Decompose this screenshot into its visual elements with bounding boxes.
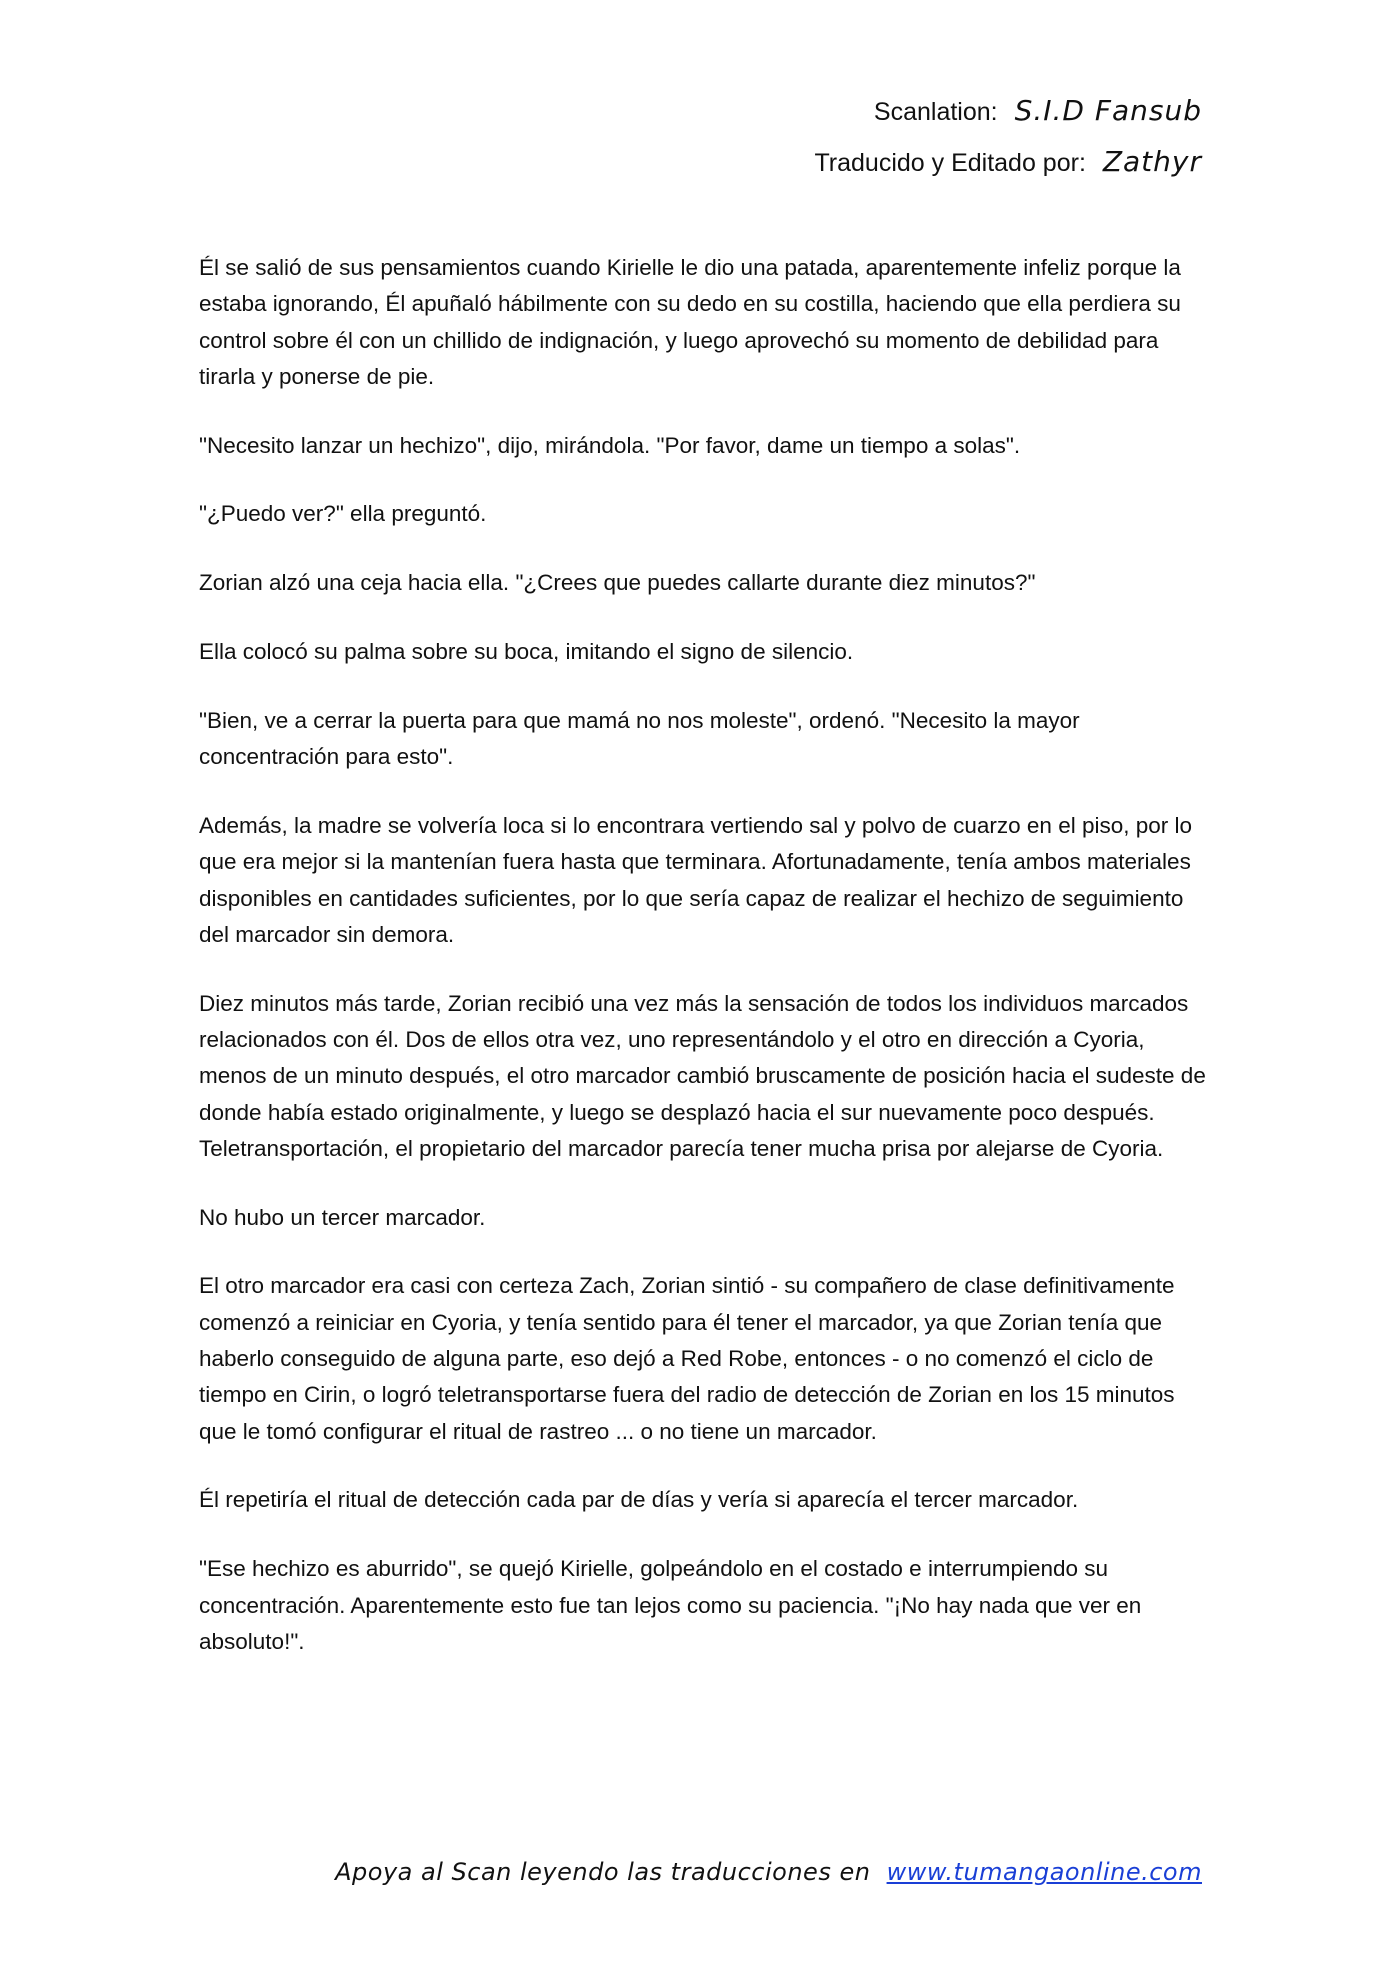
translator-name: Zathyr: [1102, 145, 1202, 178]
credits-header: [814, 86, 1202, 188]
website-link[interactable]: www.tumangaonline.com: [886, 1858, 1202, 1886]
paragraph: "Necesito lanzar un hechizo", dijo, mirándola. "Por favor, dame un tiempo a solas".: [199, 432, 1021, 458]
paragraph: El otro marcador era casi con certeza Zach, Zorian sintió - su compañero de clase definitivamente comenzó a reiniciar en Cyoria, y tenía sentido para él tener el marcador, ya que Zorian tenía que haberlo conseguido de alguna parte, eso dejó a Red Robe, entonces - o no comenzó el ciclo de tiempo en Cirin, o logró teletransportarse fuera del radio de detección de Zorian en los 15 minutos que le tomó configurar el ritual de rastreo ... o no tiene un marcador.: [199, 1273, 1175, 1444]
paragraph: Él se salió de sus pensamientos cuando Kirielle le dio una patada, aparentemente infeliz porque la estaba ignorando, Él apuñaló hábilmente con su dedo en su costilla, haciendo que ella perdiera su control sobre él con un chillido de indignación, y luego aprovechó su momento de debilidad para tirarla y ponerse de pie.: [199, 255, 1181, 389]
paragraph: Zorian alzó una ceja hacia ella. "¿Crees que puedes callarte durante diez minutos?": [199, 570, 1036, 596]
paragraph: Además, la madre se volvería loca si lo encontrara vertiendo sal y polvo de cuarzo en el piso, por lo que era mejor si la mantenían fuera hasta que terminara. Afortunadamente, tenía ambos materiales disponibles en cantidades suficientes, por lo que sería capaz de realizar el hechizo de seguimiento del marcador sin demora.: [199, 812, 1193, 947]
paragraph: "Ese hechizo es aburrido", se quejó Kirielle, golpeándolo en el costado e interrumpiendo su concentración. Aparentemente esto fue tan lejos como su paciencia. "¡No hay nada que ver en absoluto!".: [199, 1556, 1142, 1654]
scanlation-credit: [814, 86, 1202, 137]
scanlation-label: Scanlation:: [873, 98, 998, 126]
paragraph: Ella colocó su palma sobre su boca, imitando el signo de silencio.: [199, 639, 854, 665]
support-text: Apoya al Scan leyendo las traducciones en: [335, 1858, 871, 1886]
paragraph: No hubo un tercer marcador.: [199, 1204, 486, 1230]
document-body: [199, 250, 1209, 1693]
paragraph: Él repetiría el ritual de detección cada par de días y vería si aparecía el tercer marcador.: [199, 1487, 1079, 1513]
paragraph: "¿Puedo ver?" ella preguntó.: [199, 501, 487, 527]
paragraph: Diez minutos más tarde, Zorian recibió una vez más la sensación de todos los individuos marcados relacionados con él. Dos de ellos otra vez, uno representándolo y el otro en dirección a Cyoria, menos de un minuto después, el otro marcador cambió bruscamente de posición hacia el sudeste de donde había estado originalmente, y luego se desplazó hacia el sur nuevamente poco después. Teletransportación, el propietario del marcador parecía tener mucha prisa por alejarse de Cyoria.: [199, 990, 1206, 1161]
translator-credit: [814, 137, 1202, 188]
support-footer: [335, 1858, 1202, 1886]
scanlation-group-name: S.I.D Fansub: [1014, 94, 1202, 127]
paragraph: "Bien, ve a cerrar la puerta para que mamá no nos moleste", ordenó. "Necesito la mayor concentración para esto".: [199, 707, 1080, 770]
translator-label: Traducido y Editado por:: [814, 149, 1086, 177]
